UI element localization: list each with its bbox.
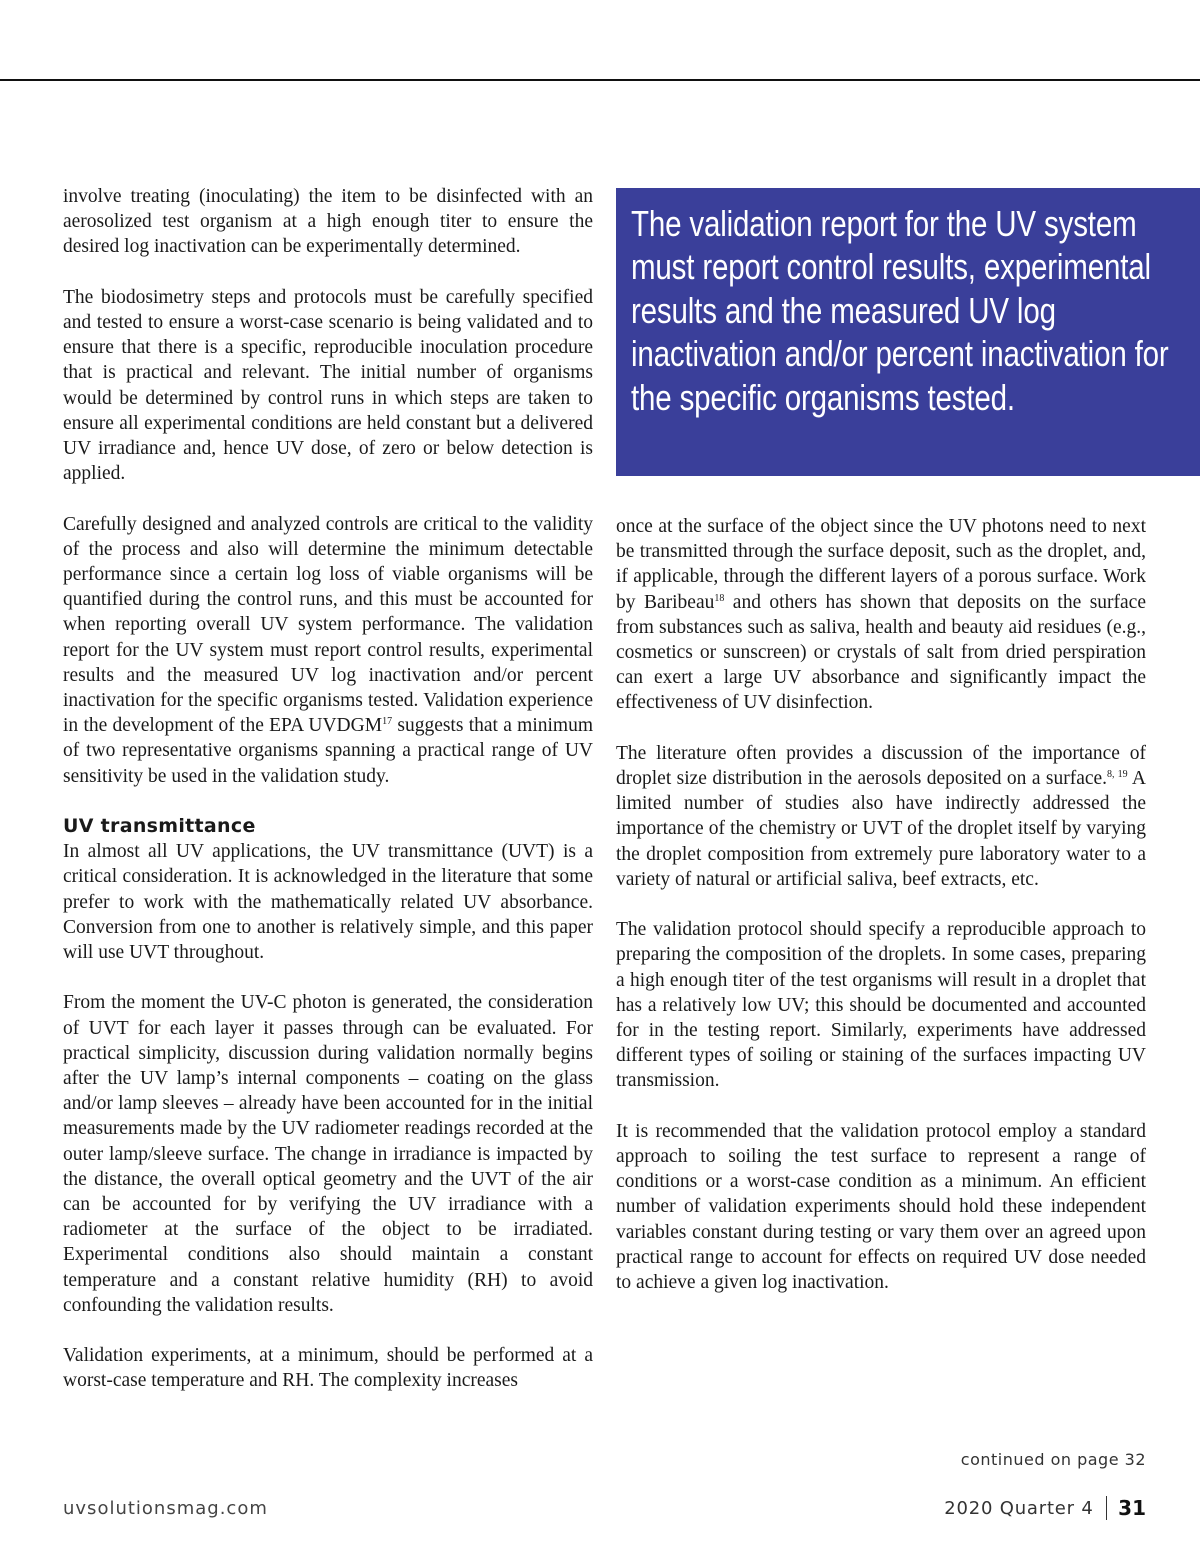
footer-issue: 2020 Quarter 4: [944, 1497, 1094, 1519]
page-number: 31: [1118, 1496, 1146, 1520]
body-paragraph: The validation protocol should specify a reproducible approach to preparing the composition of the droplets. In some cases, preparing a high enough titer of the test organisms will result in a droplet that has a relatively low UV; this should be documented and accounted for in the testing report. Similarly, experiments have addressed different types of soiling or staining of the surfaces impacting UV transmission.: [616, 919, 1146, 1092]
paragraph-text: and others has shown that deposits on the surface from substances such as saliva, health and beauty aid residues (e.g., cosmetics or sunscreen) or crystals of salt from dried perspiration can exert a large UV absorbance and significantly impact the effectiveness of UV disinfection.: [616, 591, 1146, 714]
footer-divider: [1106, 1496, 1108, 1520]
paragraph-text: once at the surface of the object since the UV photons need to next be transmitted through the surface deposit, such as the droplet, and, if applicable, through the different layers of a porous surface. Work by Baribeau: [616, 516, 1146, 613]
body-paragraph: [616, 741, 1146, 892]
body-paragraph: [616, 514, 1146, 716]
body-paragraph: In almost all UV applications, the UV transmittance (UVT) is a critical consideration. It is acknowledged in the literature that some prefer to work with the mathematically related UV absorbance. Conversion from one to another is relatively simple, and this paper will use UVT throughout.: [63, 841, 593, 964]
footer-website: uvsolutionsmag.com: [63, 1498, 268, 1519]
paragraph-text: Carefully designed and analyzed controls are critical to the validity of the process and also will determine the minimum detectable performance since a certain log loss of viable organisms will be quantified during the control runs, and this must be accounted for when reporting overall UV system performance. The validation report for the UV system must report control results, experimental results and the measured UV log inactivation and/or percent inactivation for the specific organisms tested. Validation experience in the development of the EPA UVDGM: [63, 513, 593, 737]
body-paragraph: The biodosimetry steps and protocols must be carefully specified and tested to ensure a worst-case scenario is being validated and to ensure that there is a specific, reproducible inoculation procedure that is practical and relevant. The initial number of organisms would be determined by control runs in which steps are taken to ensure all experimental conditions are held constant but a delivered UV irradiance and, hence UV dose, of zero or below detection is applied.: [63, 286, 593, 485]
reference-superscript: 8, 19: [1107, 769, 1128, 781]
body-paragraph: Validation experiments, at a minimum, should be performed at a worst-case temperature and RH. The complexity increases: [63, 1345, 593, 1392]
header-rule: [0, 79, 1200, 81]
continued-note: continued on page 32: [960, 1450, 1146, 1469]
body-paragraph: involve treating (inoculating) the item to be disinfected with an aerosolized test organism at a high enough titer to ensure the desired log inactivation can be experimentally determined.: [63, 186, 593, 258]
right-column: [616, 514, 1146, 1320]
pull-quote-text: The validation report for the UV system must report control results, experimental results and the measured UV log inactivation and/or percent inactivation for the specific organisms tested.: [631, 203, 1169, 418]
paragraph-text: suggests that a minimum of two representative organisms spanning a practical range of UV sensitivity be used in the validation study.: [63, 715, 594, 787]
left-column: [63, 184, 593, 1419]
reference-superscript: 18: [714, 592, 725, 604]
reference-superscript: 17: [382, 716, 393, 728]
pull-quote-box: [616, 188, 1200, 476]
footer-issue-info: [944, 1496, 1146, 1520]
paragraph-text: A limited number of studies also have indirectly addressed the importance of the chemistry or UVT of the droplet itself by varying the droplet composition from extremely pure laboratory water to a variety of natural or artificial saliva, beef extracts, etc.: [616, 768, 1146, 890]
body-paragraph: From the moment the UV-C photon is generated, the consideration of UVT for each layer it passes through can be evaluated. For practical simplicity, discussion during validation normally begins after the UV lamp’s internal components – coating on the glass and/or lamp sleeves – already have been accounted for in the initial measurements made by the UV radiometer readings recorded at the outer lamp/sleeve surface. The change in irradiance is impacted by the distance, the overall optical geometry and the UVT of the air can be accounted for by verifying the UV irradiance with a radiometer at the surface of the object to be irradiated. Experimental conditions also should maintain a constant temperature and a constant relative humidity (RH) to avoid confounding the validation results.: [63, 992, 593, 1316]
body-paragraph: [63, 512, 593, 789]
section-heading: UV transmittance: [63, 815, 256, 838]
body-paragraph: It is recommended that the validation protocol employ a standard approach to soiling the test surface to represent a range of conditions or a worst-case condition as a minimum. An efficient number of validation experiments should hold these independent variables constant during testing or vary them over an agreed upon practical range to account for effects on required UV dose needed to achieve a given log inactivation.: [616, 1120, 1146, 1294]
paragraph-text: The literature often provides a discussion of the importance of droplet size distribution in the aerosols deposited on a surface.: [616, 742, 1146, 790]
